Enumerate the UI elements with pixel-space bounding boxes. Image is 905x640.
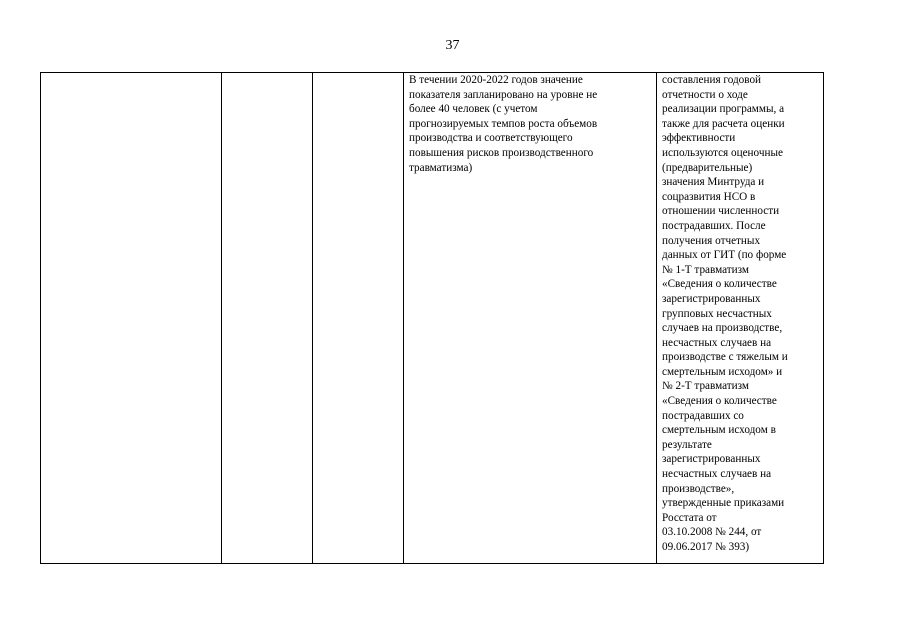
page-number: 37: [445, 38, 460, 53]
table-cell-reporting-method: [657, 73, 824, 564]
reporting-method-text: составления годовой отчетности о ходе реализации программы, а также для расчета оценки эффективности используются оценочные (предварительные) значения Минтруда и соцразвития НСО в отношении численности пострадавших. После получения отчетных данных от ГИТ (по форме № 1-Т травматизм «Сведения о количестве зарегистрированных групповых несчастных случаев на производстве, несчастных случаев на производстве с тяжелым и смертельным исходом» и № 2-Т травматизм «Сведения о количестве пострадавших со смертельным исходом в результате зарегистрированных несчастных случаев на производстве», утвержденные приказами Росстата от 03.10.2008 № 244, от 09.06.2017 № 393): [662, 74, 788, 553]
table-cell-2: [222, 73, 313, 564]
table-row: [41, 73, 824, 564]
table-cell-1: [41, 73, 222, 564]
indicator-plan-text: В течении 2020-2022 годов значение показателя запланировано на уровне не более 40 человек (с учетом прогнозируемых темпов роста объемов производства и соответствующего повышения рисков производственного травматизма): [409, 74, 598, 174]
table-cell-indicator-plan: [404, 73, 657, 564]
table-cell-3: [313, 73, 404, 564]
document-table: [40, 72, 824, 564]
